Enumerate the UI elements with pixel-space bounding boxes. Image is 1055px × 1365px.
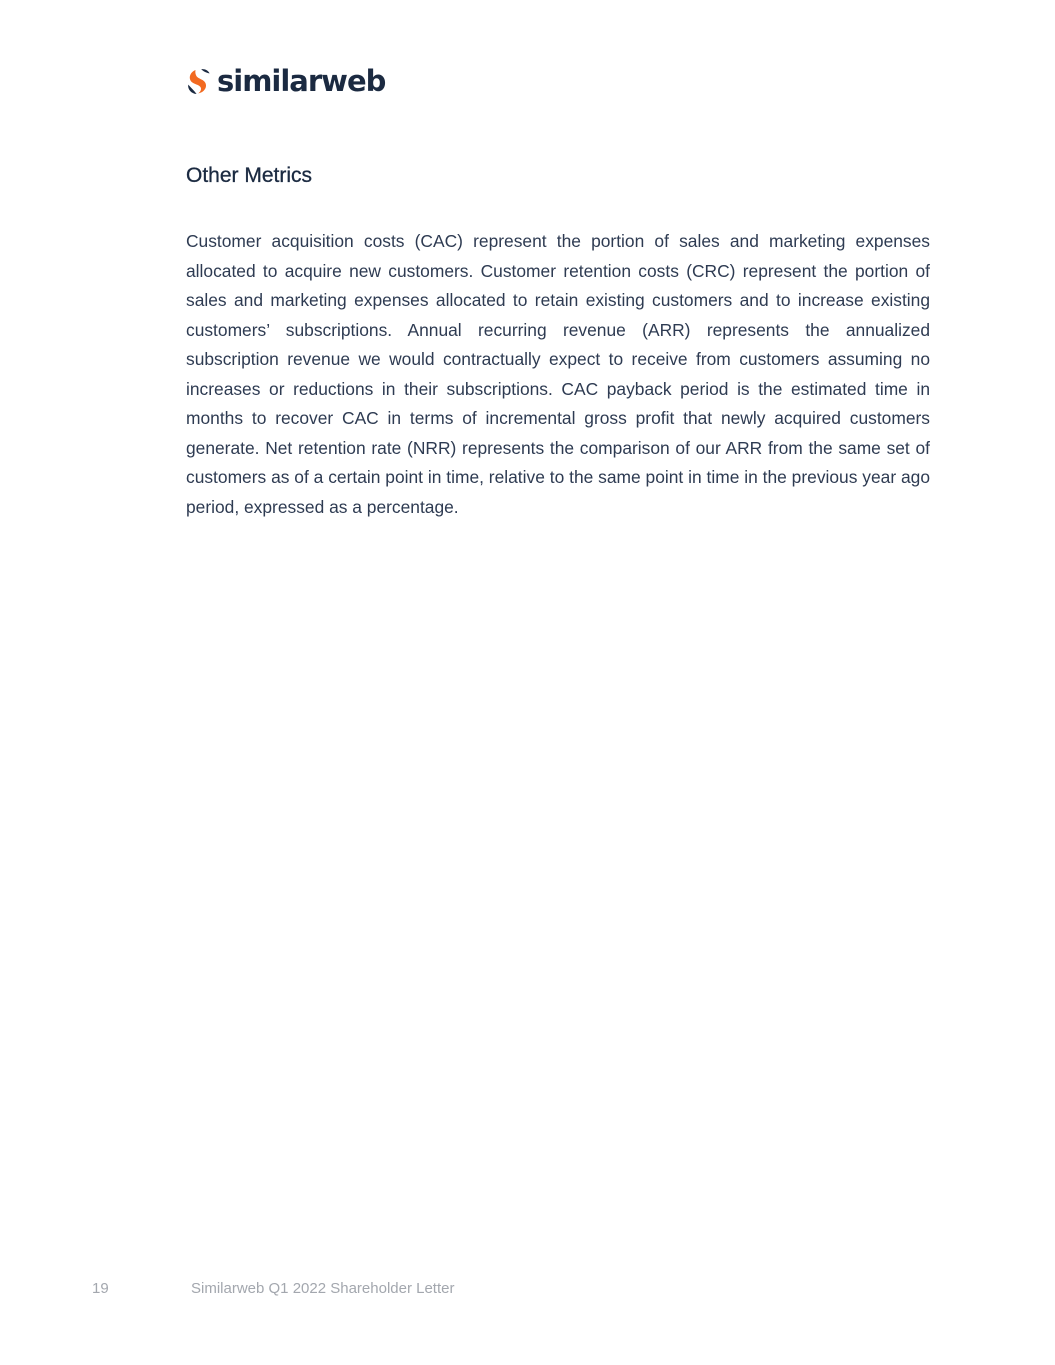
footer-document-title: Similarweb Q1 2022 Shareholder Letter — [191, 1280, 455, 1297]
logo-wordmark: similarweb — [217, 64, 386, 98]
similarweb-logo-icon — [186, 67, 212, 95]
footer-page-number: 19 — [92, 1280, 109, 1297]
similarweb-logo — [186, 64, 385, 98]
section-body-paragraph: Customer acquisition costs (CAC) represent the portion of sales and marketing expenses allocated to acquire new customers. Customer retention costs (CRC) represent the portion of sales and marketing expenses allocated to retain existing customers and to increase existing customers’ subscriptions. Annual recurring revenue (ARR) represents the annualized subscription revenue we would contractually expect to receive from customers assuming no increases or reductions in their subscriptions. CAC payback period is the estimated time in months to recover CAC in terms of incremental gross profit that newly acquired customers generate. Net retention rate (NRR) represents the comparison of our ARR from the same set of customers as of a certain point in time, relative to the same point in time in the previous year ago period, expressed as a percentage. — [186, 231, 930, 517]
section-title: Other Metrics — [186, 164, 313, 187]
